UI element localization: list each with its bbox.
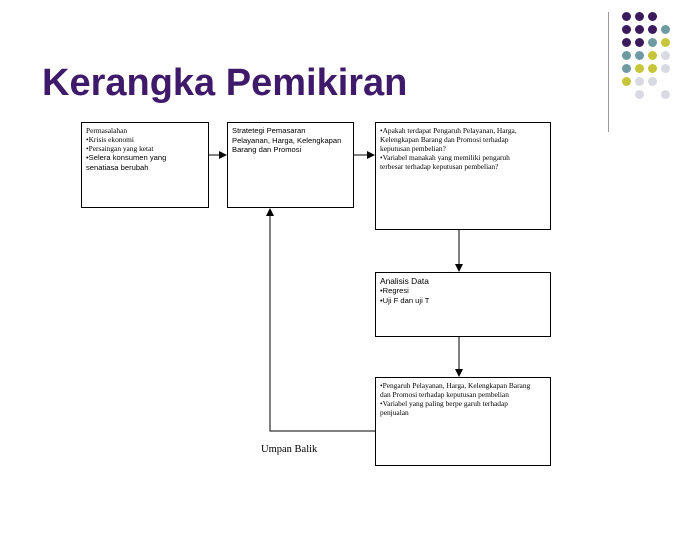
pertanyaan-line: •Apakah terdapat Pengaruh Pelayanan, Harga,: [380, 126, 517, 135]
pertanyaan-line: keputusan pembelian?: [380, 144, 446, 153]
decorative-dot: [661, 38, 670, 47]
permasalahan-line: •Persaingan yang ketat: [86, 144, 154, 153]
decorative-dot: [635, 12, 644, 21]
hasil-line: •Pengaruh Pelayanan, Harga, Kelengkapan Barang: [380, 381, 531, 390]
decorative-dot: [648, 64, 657, 73]
decorative-dot: [635, 51, 644, 60]
pertanyaan-line: •Variabel manakah yang memiliki pengaruh: [380, 153, 510, 162]
permasalahan-box: [81, 122, 209, 208]
decorative-dot: [648, 25, 657, 34]
analisis-line: •Regresi: [380, 286, 409, 295]
arrow-feedback-loop: [270, 209, 375, 431]
slide-title: Kerangka Pemikiran: [42, 62, 408, 104]
decorative-dot: [635, 25, 644, 34]
decorative-dot: [622, 64, 631, 73]
strategi-line: Stratetegi Pemasaran: [232, 126, 306, 135]
decorative-dot-grid: [622, 12, 692, 117]
decorative-divider: [608, 12, 609, 132]
pertanyaan-line: terbesar terhadap keputusan pembelian?: [380, 162, 499, 171]
permasalahan-line: •Selera konsumen yang: [86, 153, 167, 162]
permasalahan-line: senatiasa berubah: [86, 162, 149, 172]
decorative-dot: [622, 38, 631, 47]
strategi-pemasaran-box: [227, 122, 354, 208]
feedback-label: Umpan Balik: [261, 444, 318, 455]
decorative-dot: [661, 64, 670, 73]
hasil-line: •Variabel yang paling berpe garuh terhadap: [380, 399, 508, 408]
decorative-dot: [648, 12, 657, 21]
hasil-line: penjualan: [380, 408, 409, 417]
strategi-line: Pelayanan, Harga, Kelengkapan: [232, 135, 342, 145]
decorative-dot: [635, 77, 644, 86]
pertanyaan-line: Kelengkapan Barang dan Promosi terhadap: [380, 135, 509, 144]
hasil-box: [375, 377, 551, 466]
decorative-dot: [648, 51, 657, 60]
decorative-dot: [635, 90, 644, 99]
strategi-line: Barang dan Promosi: [232, 145, 302, 154]
decorative-dot: [648, 77, 657, 86]
permasalahan-line: Permasalahan: [86, 126, 128, 135]
analisis-line: •Uji F dan uji T: [380, 295, 430, 305]
decorative-dot: [661, 90, 670, 99]
decorative-dot: [661, 51, 670, 60]
decorative-dot: [622, 12, 631, 21]
rumusan-masalah-box: [375, 122, 551, 230]
decorative-dot: [648, 38, 657, 47]
decorative-dot: [661, 25, 670, 34]
hasil-line: dan Promosi terhadap keputusan pembelian: [380, 390, 509, 399]
decorative-dot: [622, 25, 631, 34]
decorative-dot: [622, 77, 631, 86]
permasalahan-line: •Krisis ekonomi: [86, 135, 134, 144]
decorative-dot: [635, 64, 644, 73]
decorative-dot: [635, 38, 644, 47]
decorative-dot: [622, 51, 631, 60]
analisis-line: Analisis Data: [380, 276, 429, 286]
analisis-data-box: [375, 272, 551, 337]
